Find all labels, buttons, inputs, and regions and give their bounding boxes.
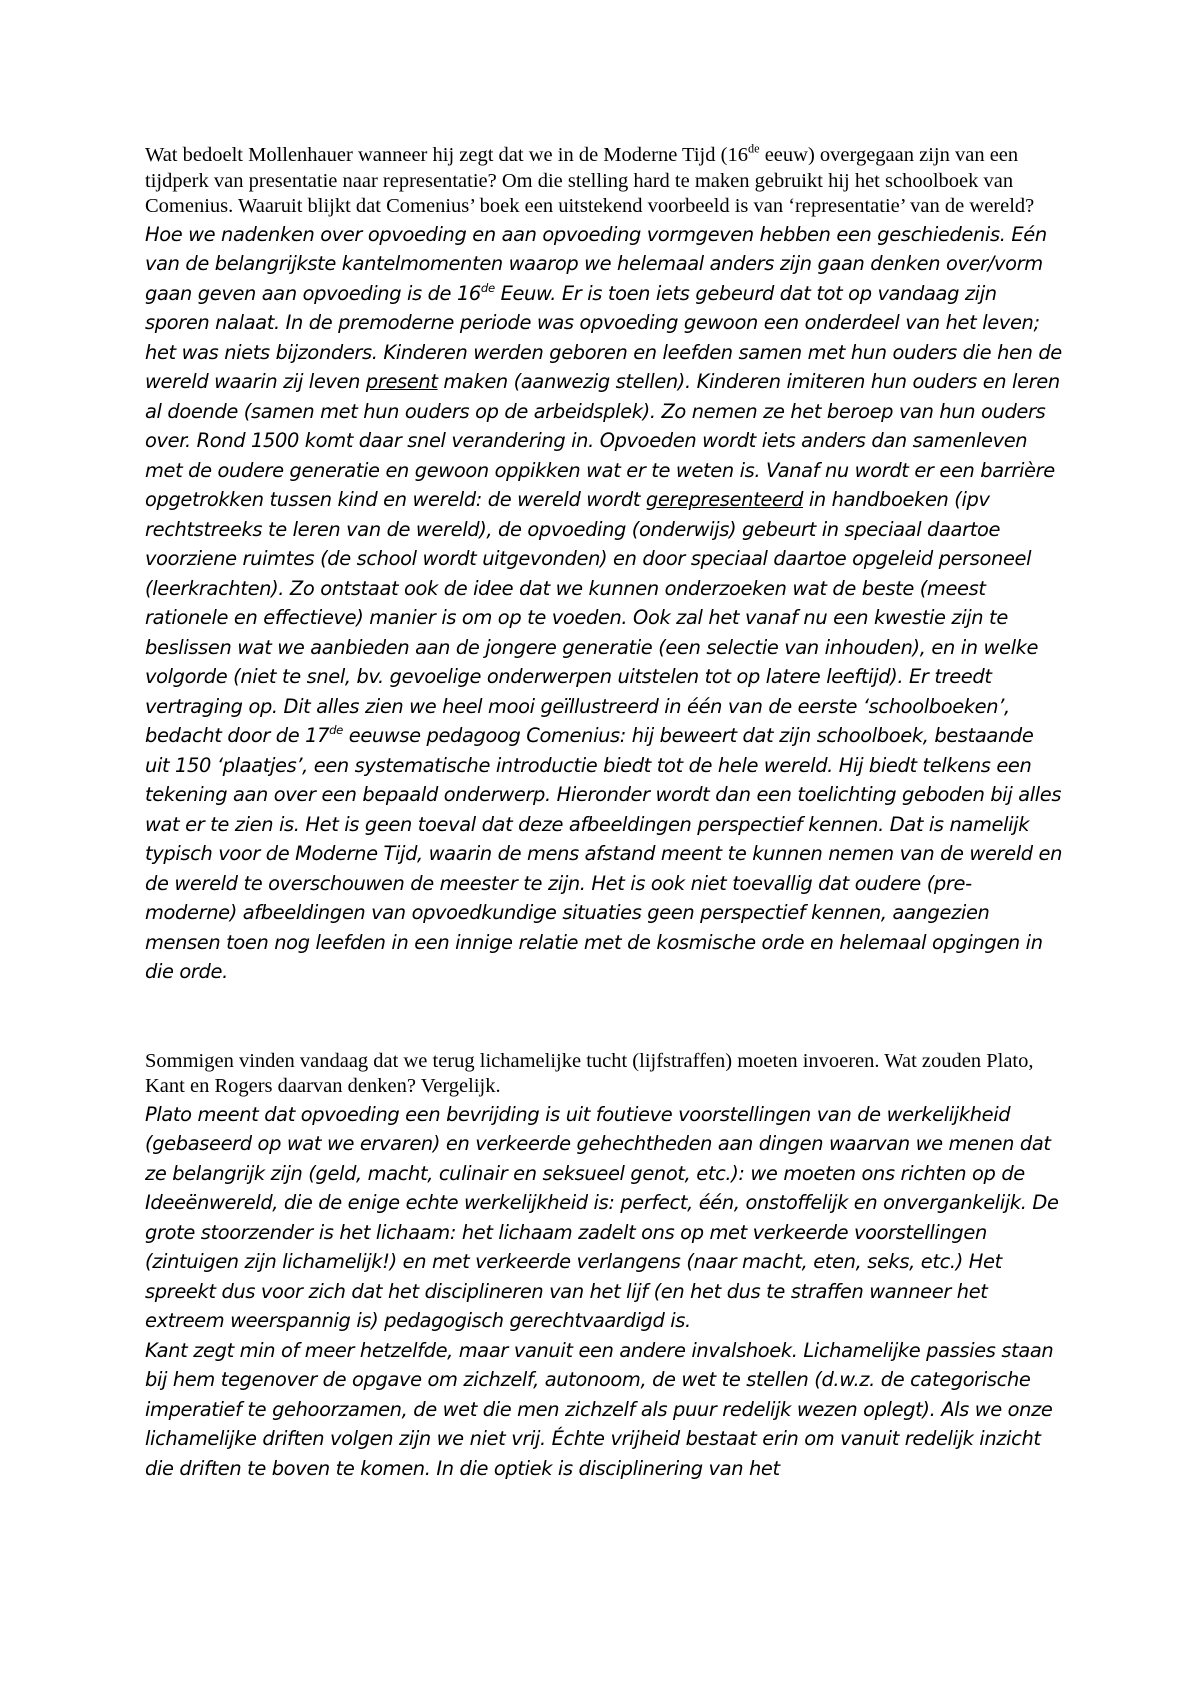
- answer-1-text-b: Eeuw. Er is toen iets gebeurd dat tot op vandaag zijn sporen nalaat. In de premoderne periode was opvoeding gewoon een onderdeel van het leven; het was niets bijzonders. Kinderen werden geboren en leefden samen met hun ouders die hen de wereld waarin zij leven: [145, 281, 1062, 393]
- question-1-text-b: eeuw) overgegaan zijn van een tijdperk van presentatie naar representatie? Om die stelling hard te maken gebruikt hij het schoolboek van Comenius. Waaruit blijkt dat Comenius’ boek een uitstekend voorbeeld is van ‘representatie’ van de wereld?: [145, 144, 1035, 217]
- question-2: Sommigen vinden vandaag dat we terug lichamelijke tucht (lijfstraffen) moeten invoeren. Wat zouden Plato, Kant en Rogers daarvan denken? Vergelijk.: [145, 1049, 1034, 1097]
- superscript-de: de: [747, 141, 760, 156]
- underlined-term-gerepresenteerd: gerepresenteerd: [645, 488, 804, 511]
- superscript-de: de: [329, 722, 343, 737]
- document-body: [145, 143, 1063, 1483]
- answer-2-kant: Kant zegt min of meer hetzelfde, maar vanuit een andere invalshoek. Lichamelijke passies staan bij hem tegenover de opgave om zichzelf, autonoom, de wet te stellen (d.w.z. de categorische imperatief te gehoorzamen, de wet die men zichzelf als puur redelijk wezen oplegt). Als we onze lichamelijke driften volgen zijn we niet vrij. Échte vrijheid bestaat erin om vanuit redelijk inzicht die driften te boven te komen. In die optiek is disciplinering van het: [145, 1338, 1054, 1480]
- answer-1-text-d: in handboeken (ipv rechtstreeks te leren van de wereld), de opvoeding (onderwijs) gebeurt in speciaal daartoe voorziene ruimtes (de school wordt uitgevonden) en door speciaal daartoe opgeleid personeel (leerkrachten). Zo ontstaat ook de idee dat we kunnen onderzoeken wat de beste (meest rationele en effectieve) manier is om op te voeden. Ook zal het vanaf nu een kwestie zijn te beslissen wat we aanbieden aan de jongere generatie (een selectie van inhouden), en in welke volgorde (niet te snel, bv. gevoelige onderwerpen uitstelen tot op latere leeftijd). Er treedt vertraging op. Dit alles zien we heel mooi geïllustreerd in één van de eerste ‘schoolboeken’, bedacht door de 17: [145, 488, 1039, 747]
- answer-1-text-e: eeuwse pedagoog Comenius: hij beweert dat zijn schoolboek, bestaande uit 150 ‘plaatjes’, een systematische introductie biedt tot de hele wereld. Hij biedt telkens een tekening aan over een bepaald onderwerp. Hieronder wordt dan een toelichting geboden bij alles wat er te zien is. Het is geen toeval dat deze afbeeldingen perspectief kennen. Dat is namelijk typisch voor de Moderne Tijd, waarin de mens afstand meent te kunnen nemen van de wereld en de wereld te overschouwen de meester te zijn. Het is ook niet toevallig dat oudere (pre-moderne) afbeeldingen van opvoedkundige situaties geen perspectief kennen, aangezien mensen toen nog leefden in een innige relatie met de kosmische orde en helemaal opgingen in die orde.: [145, 724, 1063, 983]
- answer-1-text-c: maken (aanwezig stellen). Kinderen imiteren hun ouders en leren al doende (samen met hun ouders op de arbeidsplek). Zo nemen ze het beroep van hun ouders over. Rond 1500 komt daar snel verandering in. Opvoeden wordt iets anders dan samenleven met de oudere generatie en gewoon oppikken wat er te weten is. Vanaf nu wordt er een barrière opgetrokken tussen kind en wereld: de wereld wordt: [145, 370, 1060, 511]
- answer-1: [145, 220, 1063, 987]
- answer-1-text-a: Hoe we nadenken over opvoeding en aan opvoeding vormgeven hebben een geschiedenis. Eén van de belangrijkste kantelmomenten waarop we helemaal anders zijn gaan denken over/vorm gaan geven aan opvoeding is de 16: [145, 222, 1047, 305]
- question-1: [145, 143, 1063, 220]
- question-1-text-a: Wat bedoelt Mollenhauer wanneer hij zegt dat we in de Moderne Tijd (16: [145, 144, 748, 166]
- answer-2-plato: Plato meent dat opvoeding een bevrijding is uit foutieve voorstellingen van de werkelijkheid (gebaseerd op wat we ervaren) en verkeerde gehechtheden aan dingen waarvan we menen dat ze belangrijk zijn (geld, macht, culinair en seksueel genot, etc.): we moeten ons richten op de Ideeënwereld, die de enige echte werkelijkheid is: perfect, één, onstoffelijk en onvergankelijk. De grote stoorzender is het lichaam: het lichaam zadelt ons op met verkeerde voorstellingen (zintuigen zijn lichamelijk!) en met verkeerde verlangens (naar macht, eten, seks, etc.) Het spreekt dus voor zich dat het disciplineren van het lijf (en het dus te straffen wanneer het extreem weerspannig is) pedagogisch gerechtvaardigd is.: [145, 1102, 1059, 1332]
- underlined-term-present: present: [365, 370, 438, 393]
- superscript-de: de: [480, 280, 495, 295]
- section-spacer: [145, 987, 1063, 1049]
